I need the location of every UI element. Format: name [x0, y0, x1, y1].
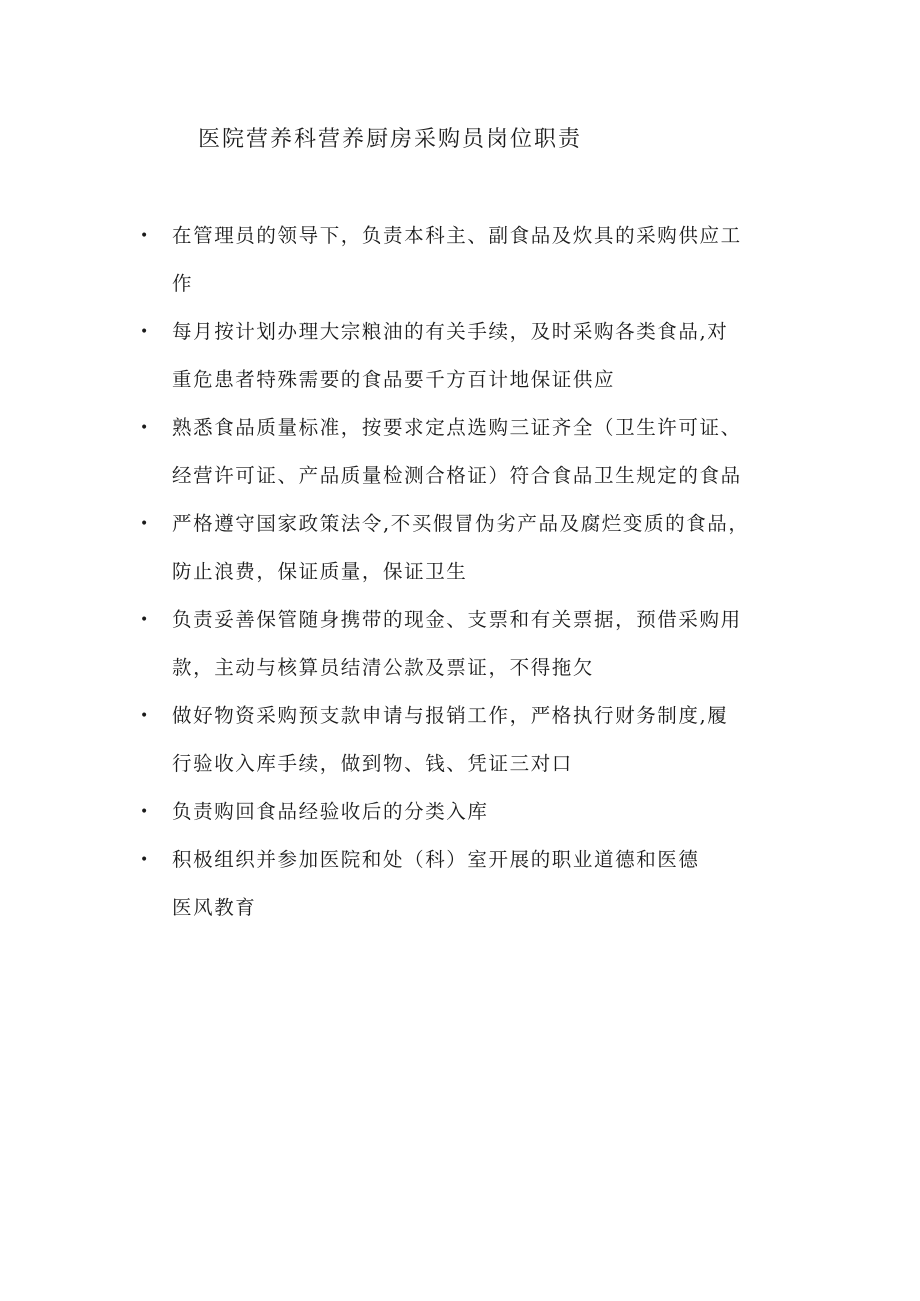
bullet-icon: •: [140, 708, 149, 724]
duty-line: 负责购回食品经验收后的分类入库: [172, 800, 489, 823]
duty-line: 行验收入库手续，做到物、钱、凭证三对口: [172, 752, 573, 775]
duty-line: 积极组织并参加医院和处（科）室开展的职业道德和医德: [172, 848, 700, 871]
duty-line: 做好物资采购预支款申请与报销工作，严格执行财务制度,履: [172, 704, 729, 727]
bullet-icon: •: [140, 804, 149, 820]
duty-text: [172, 212, 838, 308]
duty-item: [138, 212, 838, 308]
duty-line: 防止浪费，保证质量，保证卫生: [172, 560, 468, 583]
bullet-icon: •: [140, 852, 149, 868]
duty-item: [138, 308, 838, 404]
bullet-icon: •: [140, 516, 149, 532]
duty-text: [172, 308, 838, 404]
duty-line: 经营许可证、产品质量检测合格证）符合食品卫生规定的食品: [172, 464, 742, 487]
duty-text: [172, 836, 838, 932]
duty-text: [172, 692, 838, 788]
duty-item: [138, 692, 838, 788]
duty-line: 作: [172, 272, 194, 295]
duty-text: [172, 596, 838, 692]
duty-list: [138, 212, 838, 932]
duty-text: [172, 500, 838, 596]
duty-item: [138, 596, 838, 692]
duty-text: [172, 788, 838, 836]
duty-item: [138, 500, 838, 596]
duty-item: [138, 404, 838, 500]
duty-line: 重危患者特殊需要的食品要千方百计地保证供应: [172, 368, 616, 391]
bullet-icon: •: [140, 420, 149, 436]
bullet-icon: •: [140, 612, 149, 628]
bullet-icon: •: [140, 324, 149, 340]
duty-item: [138, 788, 838, 836]
duty-line: 款，主动与核算员结清公款及票证，不得拖欠: [172, 656, 595, 679]
document-title: 医院营养科营养厨房采购员岗位职责: [198, 127, 583, 152]
duty-text: [172, 404, 838, 500]
duty-line: 在管理员的领导下，负责本科主、副食品及炊具的采购供应工: [172, 224, 742, 247]
bullet-icon: •: [140, 228, 149, 244]
duty-line: 负责妥善保管随身携带的现金、支票和有关票据，预借采购用: [172, 608, 742, 631]
duty-line: 严格遵守国家政策法令,不买假冒伪劣产品及腐烂变质的食品，: [172, 512, 750, 535]
duty-line: 每月按计划办理大宗粮油的有关手续，及时采购各类食品,对: [172, 320, 729, 343]
duty-item: [138, 836, 838, 932]
duty-line: 熟悉食品质量标准，按要求定点选购三证齐全（卫生许可证、: [172, 416, 742, 439]
duty-line: 医风教育: [172, 896, 257, 919]
